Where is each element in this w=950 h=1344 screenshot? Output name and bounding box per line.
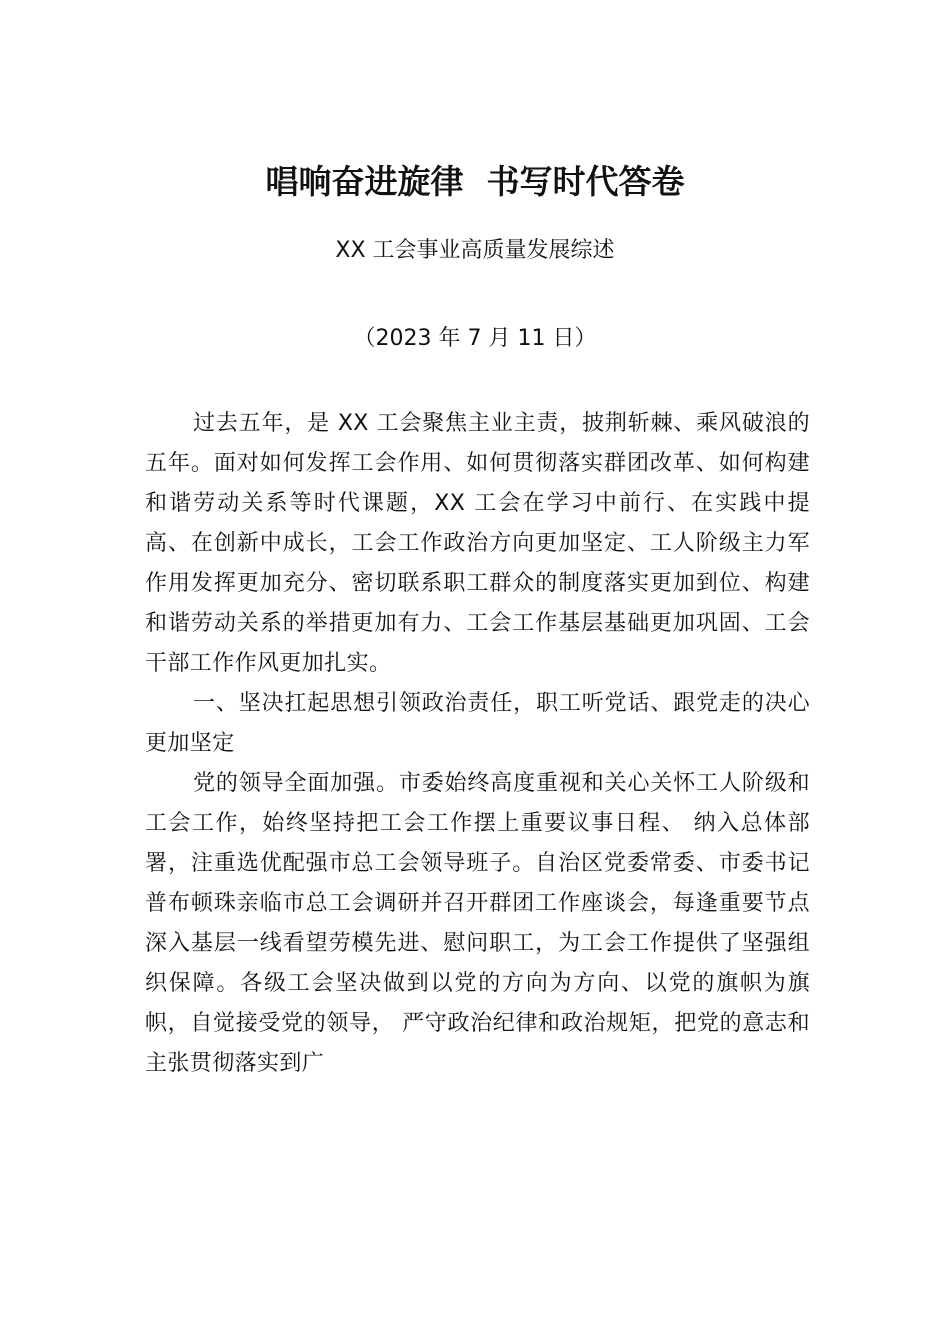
document-body — [145, 404, 810, 1084]
document-date: （2023 年 7 月 11 日） — [353, 326, 597, 351]
body-paragraph-intro: 过去五年，是 XX 工会聚焦主业主责，披荆斩棘、乘风破浪的五年。面对如何发挥工会作用、如何贯彻落实群团改革、如何构建和谐劳动关系等时代课题，XX 工会在学习中前行、在实践中提高、在创新中成长，工会工作政治方向更加坚定、工人阶级主力军作用发挥更加充分、密切联系职工群众的制度落实更加到位、构建和谐劳动关系的举措更加有力、工会工作基层基础更加巩固、工会干部工作作风更加扎实。 — [145, 411, 810, 676]
document-subtitle: XX 工会事业高质量发展综述 — [335, 238, 615, 263]
body-paragraph-party-leadership: 党的领导全面加强。市委始终高度重视和关心关怀工人阶级和工会工作，始终坚持把工会工作摆上重要议事日程、 纳入总体部署，注重选优配强市总工会领导班子。自治区党委常委、市委书记普布顿珠亲临市总工会调研并召开群团工作座谈会，每逢重要节点深入基层一线看望劳模先进、慰问职工，为工会工作提供了坚强组织保障。各级工会坚决做到以党的方向为方向、以党的旗帜为旗帜，自觉接受党的领导， 严守政治纪律和政治规矩，把党的意志和主张贯彻落实到广 — [145, 771, 810, 1076]
section-heading-1: 一、坚决扛起思想引领政治责任，职工听党话、跟党走的决心更加坚定 — [145, 691, 810, 756]
document-title: 唱响奋进旋律 书写时代答卷 — [265, 162, 685, 201]
